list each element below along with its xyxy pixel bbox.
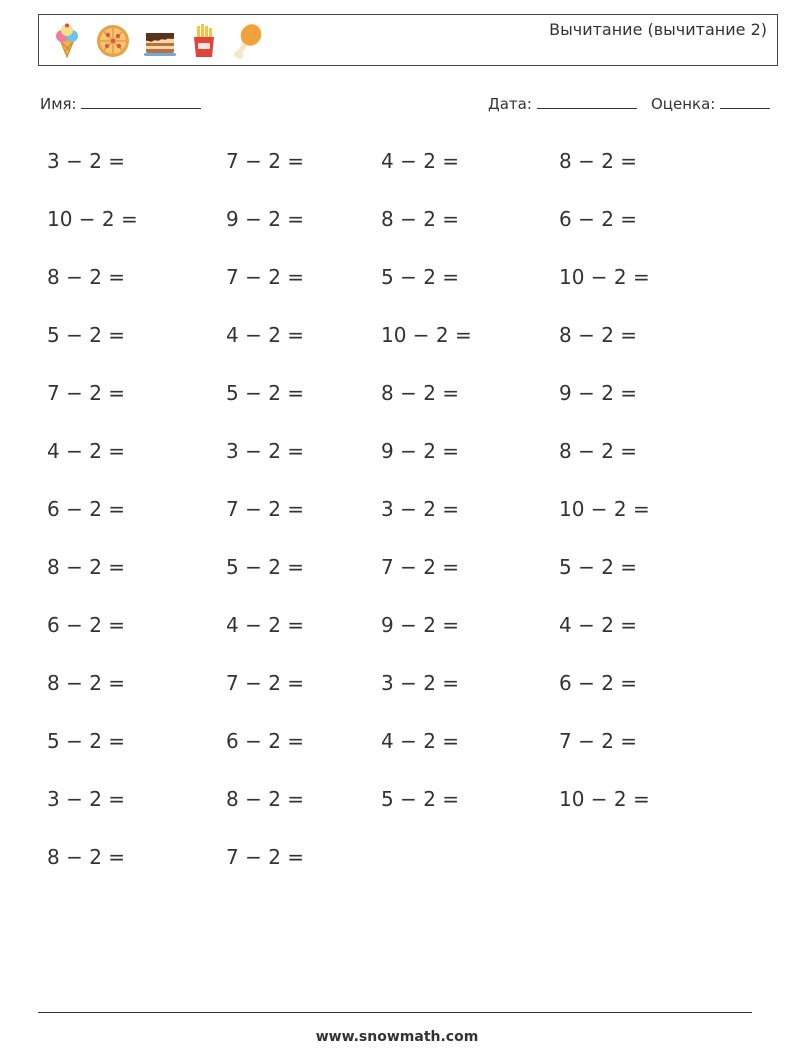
problem-item: 6 − 2 = xyxy=(559,207,638,231)
problem-item: 7 − 2 = xyxy=(559,729,638,753)
problem-item: 4 − 2 = xyxy=(226,613,305,637)
problem-item: 3 − 2 = xyxy=(47,787,126,811)
problem-item: 10 − 2 = xyxy=(559,265,650,289)
problem-item: 4 − 2 = xyxy=(381,149,460,173)
problem-item: 7 − 2 = xyxy=(226,845,305,869)
problem-item: 7 − 2 = xyxy=(226,497,305,521)
problem-item: 8 − 2 = xyxy=(47,265,126,289)
footer-divider xyxy=(38,1012,752,1013)
problem-item: 10 − 2 = xyxy=(381,323,472,347)
problem-item: 5 − 2 = xyxy=(381,265,460,289)
grade-label: Оценка: xyxy=(651,95,716,113)
fries-icon xyxy=(189,23,219,59)
problem-item: 8 − 2 = xyxy=(559,323,638,347)
problem-item: 4 − 2 = xyxy=(226,323,305,347)
footer-website: www.snowmath.com xyxy=(315,1029,479,1045)
grade-blank[interactable] xyxy=(720,94,770,109)
icon-strip xyxy=(51,23,263,59)
problem-item: 4 − 2 = xyxy=(381,729,460,753)
problem-item: 8 − 2 = xyxy=(381,207,460,231)
problem-item: 3 − 2 = xyxy=(381,497,460,521)
problem-item: 8 − 2 = xyxy=(381,381,460,405)
problem-item: 4 − 2 = xyxy=(559,613,638,637)
problem-item: 10 − 2 = xyxy=(47,207,138,231)
problem-item: 7 − 2 = xyxy=(47,381,126,405)
problem-item: 6 − 2 = xyxy=(559,671,638,695)
problem-item: 10 − 2 = xyxy=(559,787,650,811)
date-grade-field xyxy=(488,94,770,113)
ice-cream-icon xyxy=(51,23,83,59)
problem-item: 6 − 2 = xyxy=(47,497,126,521)
date-label: Дата: xyxy=(488,95,532,113)
problem-item: 5 − 2 = xyxy=(559,555,638,579)
pizza-icon xyxy=(95,23,131,59)
problem-item: 8 − 2 = xyxy=(47,555,126,579)
problem-item: 5 − 2 = xyxy=(226,381,305,405)
problem-item: 5 − 2 = xyxy=(226,555,305,579)
chicken-leg-icon xyxy=(231,23,263,59)
problem-item: 8 − 2 = xyxy=(47,845,126,869)
problem-item: 8 − 2 = xyxy=(226,787,305,811)
name-label: Имя: xyxy=(40,95,77,113)
problem-item: 9 − 2 = xyxy=(559,381,638,405)
problem-item: 4 − 2 = xyxy=(47,439,126,463)
problem-item: 8 − 2 = xyxy=(47,671,126,695)
problem-item: 7 − 2 = xyxy=(381,555,460,579)
problem-item: 10 − 2 = xyxy=(559,497,650,521)
header-box xyxy=(38,14,778,66)
problem-item: 8 − 2 = xyxy=(559,149,638,173)
problem-item: 8 − 2 = xyxy=(559,439,638,463)
problem-item: 3 − 2 = xyxy=(381,671,460,695)
cake-icon xyxy=(143,23,177,59)
problem-item: 6 − 2 = xyxy=(226,729,305,753)
problem-item: 3 − 2 = xyxy=(226,439,305,463)
problem-item: 7 − 2 = xyxy=(226,149,305,173)
problem-item: 7 − 2 = xyxy=(226,265,305,289)
name-blank[interactable] xyxy=(81,94,201,109)
date-blank[interactable] xyxy=(537,94,637,109)
problem-item: 5 − 2 = xyxy=(47,729,126,753)
problem-item: 3 − 2 = xyxy=(47,149,126,173)
name-field xyxy=(40,94,201,113)
problem-item: 9 − 2 = xyxy=(381,613,460,637)
worksheet-title: Вычитание (вычитание 2) xyxy=(549,20,767,39)
problem-item: 5 − 2 = xyxy=(381,787,460,811)
problem-item: 9 − 2 = xyxy=(226,207,305,231)
problem-item: 9 − 2 = xyxy=(381,439,460,463)
problem-item: 5 − 2 = xyxy=(47,323,126,347)
problem-item: 6 − 2 = xyxy=(47,613,126,637)
problem-item: 7 − 2 = xyxy=(226,671,305,695)
